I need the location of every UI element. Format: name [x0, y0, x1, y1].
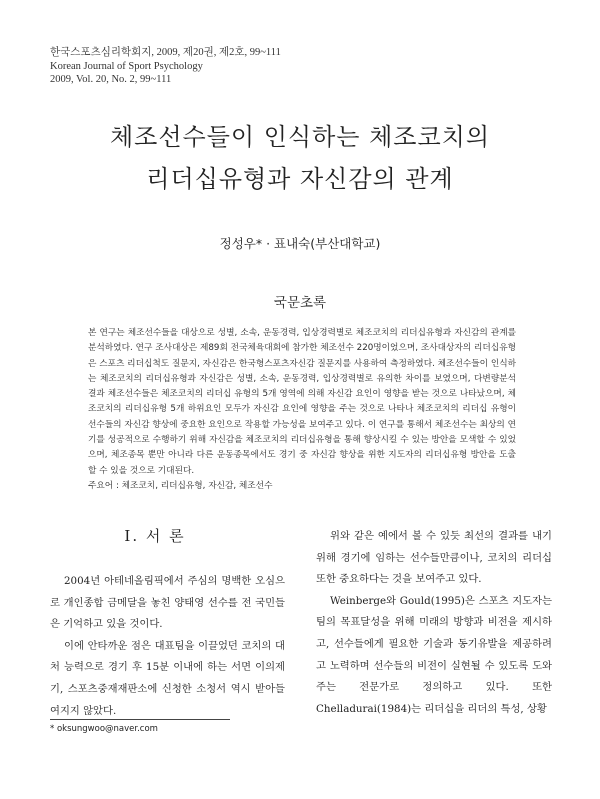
footnote-divider [50, 719, 230, 720]
right-column [316, 526, 552, 720]
author-line: 정성우* · 표내숙(부산대학교) [219, 236, 381, 251]
paper-title [0, 116, 600, 200]
journal-name-english: Korean Journal of Sport Psychology [50, 60, 203, 72]
journal-volume-info: 2009, Vol. 20, No. 2, 99~111 [50, 74, 172, 85]
paper-title-line-1: 체조선수들이 인식하는 체조코치의 [109, 123, 491, 151]
keywords: 주요어 : 체조코치, 리더십유형, 자신감, 체조선수 [88, 481, 273, 491]
paper-title-line-2: 리더십유형과 자신감의 관계 [146, 165, 454, 193]
section-heading-introduction: Ⅰ. 서 론 [124, 527, 186, 545]
body-paragraph: 2004년 아테네올림픽에서 주심의 명백한 오심으로 개인종합 금메달을 놓친 양태영 선수를 전 국민들은 기억하고 있을 것이다. [50, 575, 285, 631]
body-paragraph: 이에 안타까운 점은 대표팀을 이끌었던 코치의 대처 능력으로 경기 후 15분 이내에 하는 서면 이의제기, 스포츠중재재판소에 신청한 소청서 역시 받아들여지지 않았다. [50, 639, 285, 717]
body-paragraph: Weinberge와 Gould(1995)은 스포츠 지도자는 팀의 목표달성을 위해 미래의 방향과 비전을 제시하고, 선수들에게 필요한 기술과 동기유발을 제공하려고 노력하며 선수들의 비전이 실현될 수 있도록 도와주는 전문가로 정의하고 있다. 또한 Chelladurai(1984)는 리더십을 리더의 특성, 상황 [316, 594, 552, 715]
left-column [50, 571, 285, 722]
abstract-heading: 국문초록 [273, 295, 327, 311]
journal-citation [50, 46, 281, 87]
footnote-email: * oksungwoo@naver.com [50, 724, 158, 734]
body-paragraph: 위와 같은 예에서 볼 수 있듯 최선의 결과를 내기 위해 경기에 임하는 선수들만큼이나, 코치의 리더십 또한 중요하다는 것을 보여주고 있다. [316, 530, 552, 586]
abstract-body: 본 연구는 체조선수들을 대상으로 성별, 소속, 운동경력, 입상경력별로 체조코치의 리더십유형과 자신감의 관계를 분석하였다. 연구 조사대상은 제89회 전국체육대회에 참가한 체조선수 220명이었으며, 조사대상자의 리더십유형은 스포츠 리더십척도 질문지, 자신감은 한국형스포츠자신감 질문지를 사용하여 측정하였다. 체조선수들이 인식하는 체조코치의 리더십유형과 자신감은 성별, 소속, 운동경력, 입상경력별로 유의한 차이를 보였으며, 다변량분석 결과 체조선수들은 체조코치의 리더십 유형의 5개 영역에 의해 자신감 요인이 영향을 받는 것으로 나타났으며, 체조코치의 리더십유형 5개 하위요인 모두가 자신감 요인에 영향을 주는 것으로 나타나 체조코치의 리더십 유형이 선수들의 자신감 향상에 중요한 요인으로 작용할 가능성을 보여주고 있다. 이 연구를 통해서 체조선수는 최상의 연기를 성공적으로 수행하기 위해 자신감을 체조코치의 리더십유형을 통해 향상시킬 수 있는 방안을 모색할 수 있었으며, 체조종목 뿐만 아니라 다른 운동종목에서도 경기 중 자신감 향상을 위한 지도자의 리더십유형 방안을 도출 할 수 있을 것으로 기대된다. [88, 328, 516, 476]
journal-citation-korean: 한국스포츠심리학회지, 2009, 제20권, 제2호, 99~111 [50, 47, 281, 58]
